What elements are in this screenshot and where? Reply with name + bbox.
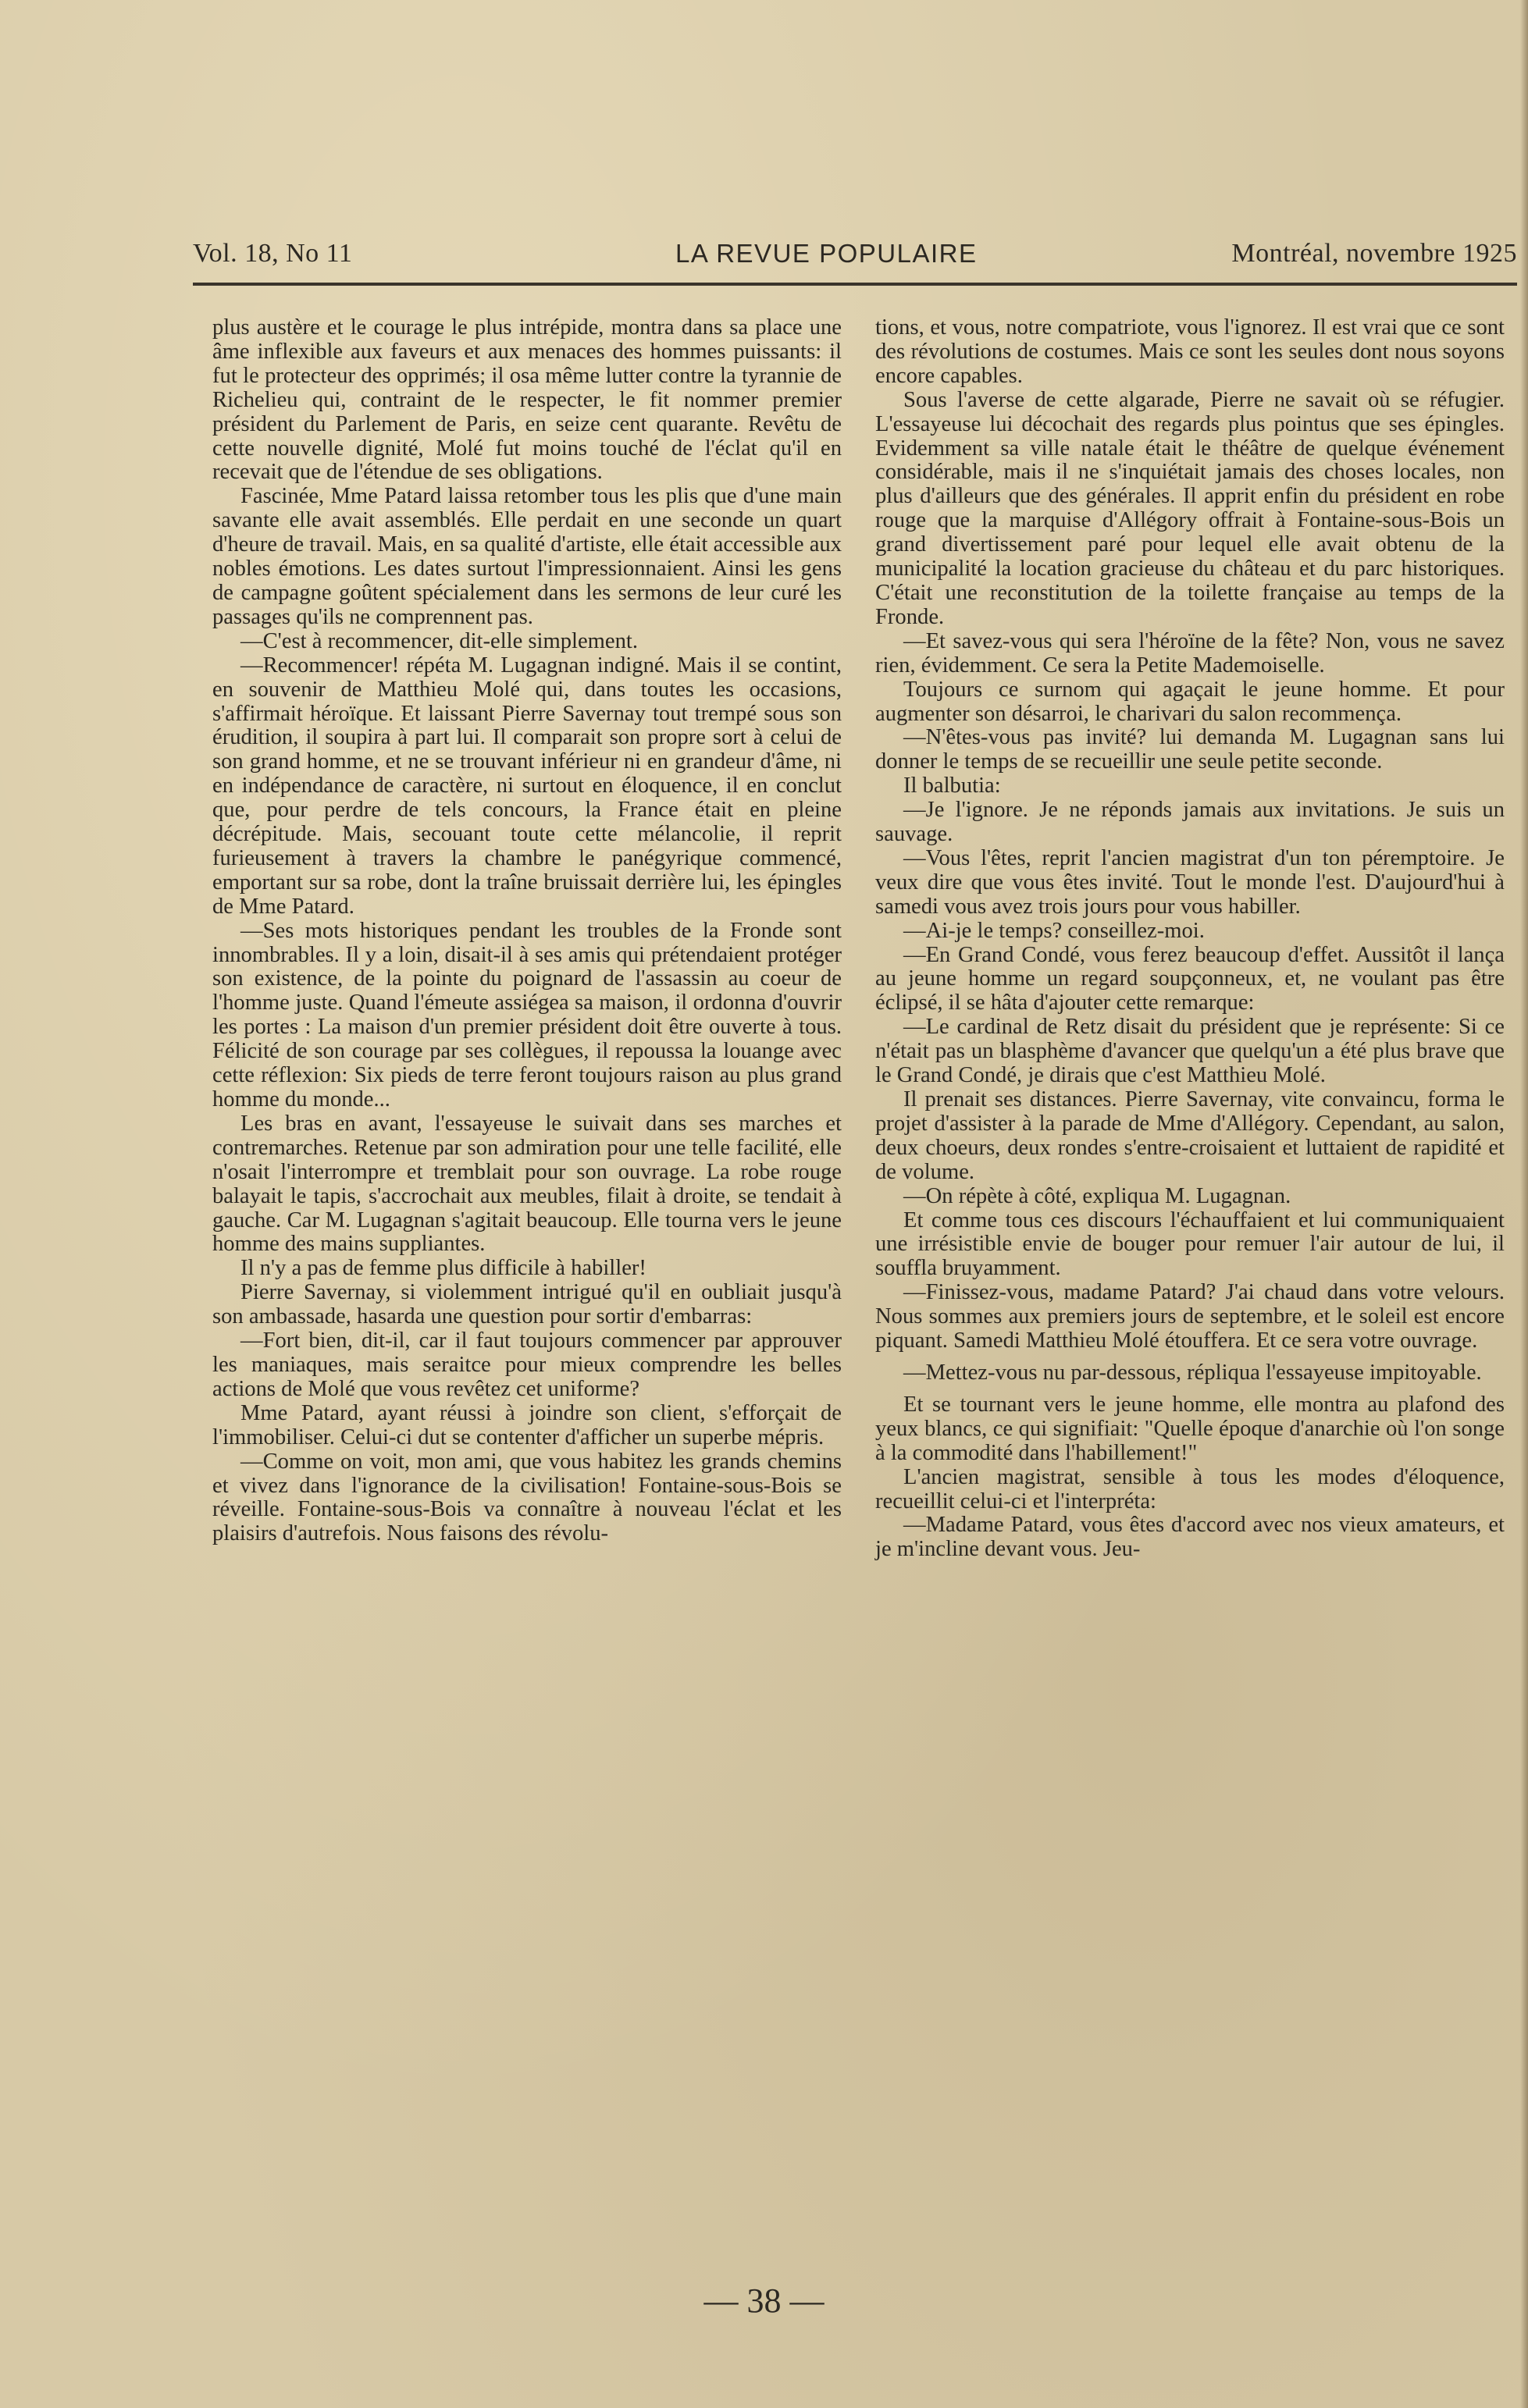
paragraph: plus austère et le courage le plus intrépide, montra dans sa place une âme inflexible aux faveurs et aux menaces des hommes puissants: il fut le protecteur des opprimés; il osa même lutter contre la tyrannie de Richelieu qui, contraint de le respecter, le fit nommer premier président du Parlement de Paris, en seize cent quarante. Revêtu de cette nouvelle dignité, Molé fut moins touché de l'éclat qu'il en recevait que de l'étendue de ses obligations.: [212, 315, 842, 485]
header-volume: Vol. 18, No 11: [193, 239, 353, 268]
paragraph: —Mettez-vous nu par-dessous, répliqua l'essayeuse impitoyable.: [903, 1360, 1482, 1385]
paragraph: Sous l'averse de cette algarade, Pierre ne savait où se réfugier. L'essayeuse lui décochait des regards plus pointus que ses épingles. Evidemment sa ville natale était le théâtre de quelque événement considérable, mais il ne s'inquiétait jamais des choses locales, non plus d'ailleurs que des générales. Il apprit enfin du président en robe rouge que la marquise d'Allégory offrait à Fontaine-sous-Bois un grand divertissement paré pour lequel elle avait obtenu de la municipalité la location gracieuse du château et du parc historiques. C'était une reconstitution de la toilette française au temps de la Fronde.: [875, 387, 1505, 629]
paragraph: Il prenait ses distances. Pierre Savernay, vite convaincu, forma le projet d'assister à la parade de Mme d'Allégory. Cependant, au salon, deux choeurs, deux rondes s'entre-croisaient et luttaient de rapidité et de volume.: [875, 1087, 1505, 1184]
paragraph: —Et savez-vous qui sera l'héroïne de la fête? Non, vous ne savez rien, évidemment. Ce sera la Petite Mademoiselle.: [875, 628, 1505, 678]
paragraph: —Finissez-vous, madame Patard? J'ai chaud dans votre velours. Nous sommes aux premiers jours de septembre, et le soleil est encore piquant. Samedi Matthieu Molé étouffera. Et ce sera votre ouvrage.: [875, 1280, 1505, 1353]
paragraph: Il balbutia:: [903, 774, 1001, 799]
paragraph: —Comme on voit, mon ami, que vous habitez les grands chemins et vivez dans l'ignorance de la civilisation! Fontaine-sous-Bois se réveille. Fontaine-sous-Bois va connaître à nouveau l'éclat et les plaisirs d'autrefois. Nous faisons des révolu-: [212, 1449, 842, 1546]
left-text-column: [212, 316, 842, 1546]
paragraph: —On répète à côté, expliqua M. Lugagnan.: [903, 1183, 1291, 1208]
paragraph: Mme Patard, ayant réussi à joindre son client, s'efforçait de l'immobiliser. Celui-ci dut se contenter d'afficher un superbe mépris.: [212, 1400, 842, 1449]
paragraph: Les bras en avant, l'essayeuse le suivait dans ses marches et contremarches. Retenue par son admiration pour une telle facilité, elle n'osait l'interrompre et tremblait pour son ouvrage. La robe rouge balayait le tapis, s'accrochait aux meubles, filait à droite, se tendait à gauche. Car M. Lugagnan s'agitait beaucoup. Elle tourna vers le jeune homme des mains suppliantes.: [212, 1111, 842, 1257]
header-place-date: Montréal, novembre 1925: [1231, 239, 1517, 268]
paragraph: —Le cardinal de Retz disait du président que je représente: Si ce n'était pas un blasphème d'avancer que quelqu'un a été plus brave que le Grand Condé, je dirais que c'est Matthieu Molé.: [875, 1015, 1505, 1088]
paragraph: Et comme tous ces discours l'échauffaient et lui communiquaient une irrésistible envie de bouger pour remuer l'air autour de lui, il souffla bruyamment.: [875, 1208, 1505, 1281]
paragraph: Pierre Savernay, si violemment intrigué qu'il en oubliait jusqu'à son ambassade, hasarda une question pour sortir d'embarras:: [212, 1280, 842, 1329]
page-edge-shadow: [1520, 0, 1528, 2408]
header-rule: [193, 283, 1517, 286]
paragraph: Il n'y a pas de femme plus difficile à habiller!: [240, 1256, 646, 1281]
paragraph: Toujours ce surnom qui agaçait le jeune homme. Et pour augmenter son désarroi, le charivari du salon recommença.: [875, 677, 1505, 726]
paragraph: —En Grand Condé, vous ferez beaucoup d'effet. Aussitôt il lança au jeune homme un regard soupçonneux, et, ne voulant pas être éclipsé, il se hâta d'ajouter cette remarque:: [875, 942, 1505, 1015]
running-header: [193, 239, 1517, 279]
paragraph: L'ancien magistrat, sensible à tous les modes d'éloquence, recueillit celui-ci et l'interpréta:: [875, 1464, 1505, 1513]
paragraph: —Ai-je le temps? conseillez-moi.: [903, 918, 1205, 943]
paragraph: —N'êtes-vous pas invité? lui demanda M. Lugagnan sans lui donner le temps de se recueillir une seule petite seconde.: [875, 725, 1505, 774]
paragraph: —Recommencer! répéta M. Lugagnan indigné. Mais il se contint, en souvenir de Matthieu Molé qui, dans toutes les occasions, s'affirmait héroïque. Et laissant Pierre Savernay tout trempé sous son érudition, il soupira à part lui. Il comparait son propre sort à celui de son grand homme, et ne se trouvant inférieur ni en grandeur d'âme, ni en indépendance de caractère, ni surtout en éloquence, il en conclut que, pour perdre de tels concours, la France était en pleine décrépitude. Mais, secouant toute cette mélancolie, il reprit furieusement à travers la chambre le panégyrique commencé, emportant sur sa robe, dont la traîne bruissait derrière lui, les épingles de Mme Patard.: [212, 653, 842, 919]
right-text-column: [875, 316, 1505, 1562]
page-number: — 38 —: [703, 2282, 825, 2320]
paragraph: —C'est à recommencer, dit-elle simplement.: [240, 628, 638, 653]
paragraph: —Fort bien, dit-il, car il faut toujours commencer par approuver les maniaques, mais seraitce pour mieux comprendre les belles actions de Molé que vous revêtez cet uniforme?: [212, 1328, 842, 1401]
paragraph: —Je l'ignore. Je ne réponds jamais aux invitations. Je suis un sauvage.: [875, 798, 1505, 847]
paragraph: —Vous l'êtes, reprit l'ancien magistrat d'un ton péremptoire. Je veux dire que vous êtes invité. Tout le monde l'est. D'aujourd'hui à samedi vous avez trois jours pour vous habiller.: [875, 845, 1505, 919]
paragraph: —Ses mots historiques pendant les troubles de la Fronde sont innombrables. Il y a loin, disait-il à ses amis qui prétendaient protéger son existence, de la pointe du poignard de l'assassin au coeur de l'homme juste. Quand l'émeute assiégea sa maison, il ordonna d'ouvrir les portes : La maison d'un premier président doit être ouverte à tous. Félicité de son courage par ses collègues, il repoussa la louange avec cette réflexion: Six pieds de terre feront toujours raison au plus grand homme du monde...: [212, 918, 842, 1112]
paragraph: Fascinée, Mme Patard laissa retomber tous les plis que d'une main savante elle avait assemblés. Elle perdait en une seconde un quart d'heure de travail. Mais, en sa qualité d'artiste, elle était accessible aux nobles émotions. Les dates surtout l'impressionnaient. Ainsi les gens de campagne goûtent spécialement dans les sermons de leur curé les passages qu'ils ne comprennent pas.: [212, 484, 842, 629]
header-publication: LA REVUE POPULAIRE: [675, 239, 978, 268]
paragraph: tions, et vous, notre compatriote, vous l'ignorez. Il est vrai que ce sont des révolutions de costumes. Mais ce sont les seules dont nous soyons encore capables.: [875, 315, 1505, 388]
paragraph: —Madame Patard, vous êtes d'accord avec nos vieux amateurs, et je m'incline devant vous. Jeu-: [875, 1513, 1505, 1562]
paragraph: Et se tournant vers le jeune homme, elle montra au plafond des yeux blancs, ce qui signifiait: "Quelle époque d'anarchie où l'on songe à la commodité dans l'habillement!": [875, 1392, 1505, 1465]
